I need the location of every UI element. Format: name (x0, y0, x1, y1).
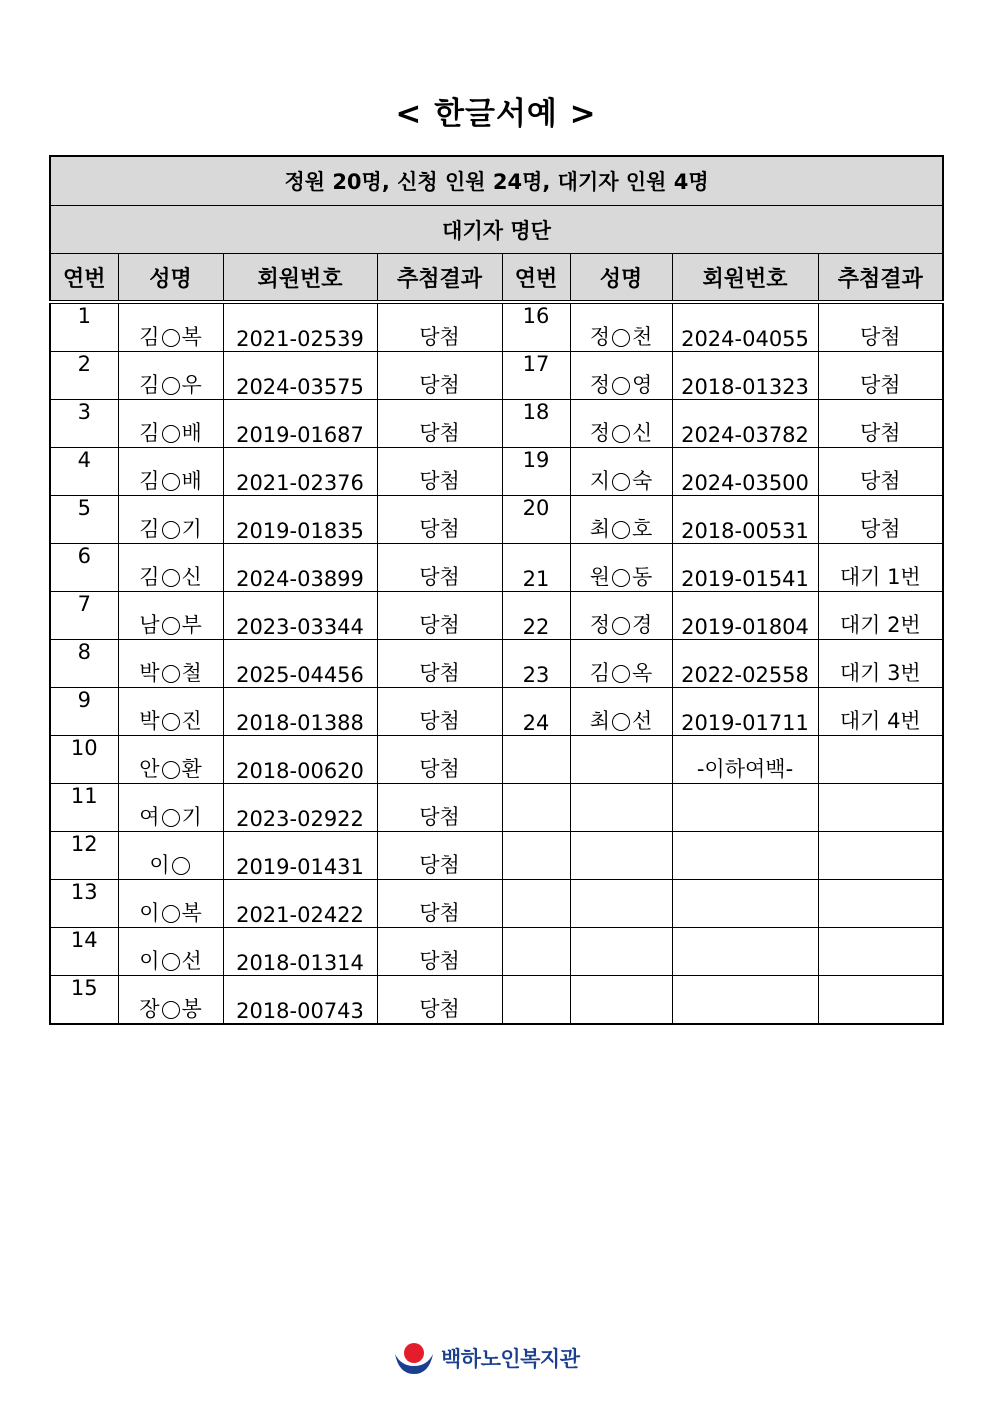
row-number: 1 (50, 302, 118, 352)
lottery-result: 당첨 (377, 302, 502, 352)
name-last-char: 부 (181, 613, 202, 637)
empty-cell (672, 784, 818, 832)
member-number: 2019-01711 (672, 688, 818, 736)
name-cell (570, 400, 672, 448)
header-member-right: 회원번호 (672, 254, 818, 303)
member-number: 2023-03344 (223, 592, 377, 640)
row-number: 19 (502, 448, 570, 496)
member-number: 2025-04456 (223, 640, 377, 688)
empty-cell (502, 976, 570, 1025)
lottery-result: 당첨 (818, 352, 943, 400)
name-cell (570, 544, 672, 592)
masked-char-circle (612, 617, 630, 635)
name-last-char: 기 (181, 517, 202, 541)
lottery-result-table (49, 155, 944, 1025)
lottery-result: 대기 4번 (818, 688, 943, 736)
masked-char-circle (162, 665, 180, 683)
masked-char-circle (612, 713, 630, 731)
header-member-left: 회원번호 (223, 254, 377, 303)
masked-char-circle (172, 857, 190, 875)
empty-cell (672, 832, 818, 880)
row-number: 2 (50, 352, 118, 400)
lottery-result: 당첨 (818, 302, 943, 352)
name-last-char: 배 (181, 421, 202, 445)
lottery-result: 당첨 (377, 592, 502, 640)
header-result-left: 추첨결과 (377, 254, 502, 303)
name-cell (118, 592, 223, 640)
name-last-char: 철 (181, 661, 202, 685)
member-number: 2021-02539 (223, 302, 377, 352)
table-row (50, 592, 943, 640)
member-number: 2024-03782 (672, 400, 818, 448)
empty-cell (570, 832, 672, 880)
name-last-char: 숙 (632, 469, 653, 493)
member-number: 2019-01687 (223, 400, 377, 448)
name-last-char: 옥 (632, 661, 653, 685)
name-last-char: 기 (181, 805, 202, 829)
empty-cell (570, 928, 672, 976)
lottery-result: 당첨 (377, 400, 502, 448)
name-cell (118, 688, 223, 736)
name-cell (118, 832, 223, 880)
name-first-char: 지 (589, 469, 610, 493)
name-last-char: 호 (632, 517, 653, 541)
member-number: 2018-00620 (223, 736, 377, 784)
member-number: 2024-03899 (223, 544, 377, 592)
name-last-char: 영 (632, 373, 653, 397)
name-cell (570, 496, 672, 544)
table-row (50, 736, 943, 784)
lottery-result: 당첨 (377, 736, 502, 784)
name-cell (118, 928, 223, 976)
empty-cell (570, 736, 672, 784)
masked-char-circle (162, 425, 180, 443)
header-no-left: 연번 (50, 254, 118, 303)
table-row (50, 928, 943, 976)
name-last-char: 봉 (181, 997, 202, 1021)
name-first-char: 박 (139, 661, 160, 685)
lottery-result: 대기 1번 (818, 544, 943, 592)
table-row (50, 688, 943, 736)
row-number: 9 (50, 688, 118, 736)
member-number: 2021-02376 (223, 448, 377, 496)
summary-text: 정원 20명, 신청 인원 24명, 대기자 인원 4명 (50, 156, 943, 206)
name-cell (570, 592, 672, 640)
member-number: 2018-01388 (223, 688, 377, 736)
name-first-char: 이 (139, 901, 160, 925)
masked-char-circle (162, 569, 180, 587)
row-number: 5 (50, 496, 118, 544)
row-number: 17 (502, 352, 570, 400)
row-number: 11 (50, 784, 118, 832)
name-cell (118, 400, 223, 448)
empty-cell (570, 880, 672, 928)
name-first-char: 김 (139, 373, 160, 397)
name-cell (118, 880, 223, 928)
name-first-char: 이 (139, 949, 160, 973)
name-cell (570, 352, 672, 400)
name-cell (118, 784, 223, 832)
name-first-char: 정 (589, 325, 610, 349)
member-number: 2021-02422 (223, 880, 377, 928)
lottery-result: 당첨 (377, 640, 502, 688)
member-number: 2018-00531 (672, 496, 818, 544)
lottery-result: 당첨 (377, 928, 502, 976)
masked-char-circle (612, 473, 630, 491)
name-first-char: 김 (139, 517, 160, 541)
row-number: 18 (502, 400, 570, 448)
name-last-char: 배 (181, 469, 202, 493)
empty-cell (502, 880, 570, 928)
name-first-char: 최 (589, 709, 610, 733)
lottery-result: 당첨 (377, 352, 502, 400)
empty-cell (818, 880, 943, 928)
name-last-char: 경 (632, 613, 653, 637)
masked-char-circle (162, 953, 180, 971)
name-cell (118, 976, 223, 1025)
table-row (50, 640, 943, 688)
name-cell (570, 640, 672, 688)
name-cell (118, 302, 223, 352)
empty-cell (818, 832, 943, 880)
masked-char-circle (162, 809, 180, 827)
empty-cell (818, 784, 943, 832)
lottery-result: 당첨 (818, 496, 943, 544)
name-cell (118, 448, 223, 496)
name-cell (570, 688, 672, 736)
table-row (50, 784, 943, 832)
summary-row (50, 156, 943, 206)
row-number: 12 (50, 832, 118, 880)
masked-char-circle (162, 617, 180, 635)
name-first-char: 정 (589, 373, 610, 397)
name-first-char: 최 (589, 517, 610, 541)
logo-emblem-icon (393, 1340, 435, 1376)
name-first-char: 장 (139, 997, 160, 1021)
row-number: 4 (50, 448, 118, 496)
empty-cell (818, 736, 943, 784)
name-last-char: 신 (181, 565, 202, 589)
lottery-result: 당첨 (377, 880, 502, 928)
member-number: 2018-01323 (672, 352, 818, 400)
empty-cell (502, 832, 570, 880)
row-number: 22 (502, 592, 570, 640)
name-cell (118, 544, 223, 592)
name-cell (570, 448, 672, 496)
header-name-left: 성명 (118, 254, 223, 303)
name-last-char: 신 (632, 421, 653, 445)
name-first-char: 박 (139, 709, 160, 733)
name-last-char: 진 (181, 709, 202, 733)
empty-cell (818, 976, 943, 1025)
masked-char-circle (162, 329, 180, 347)
name-first-char: 김 (139, 469, 160, 493)
name-first-char: 원 (589, 565, 610, 589)
name-first-char: 안 (139, 757, 160, 781)
name-last-char: 선 (632, 709, 653, 733)
name-cell (118, 640, 223, 688)
row-number: 23 (502, 640, 570, 688)
lottery-result: 당첨 (377, 832, 502, 880)
lottery-result: 당첨 (377, 688, 502, 736)
member-number: 2019-01804 (672, 592, 818, 640)
name-first-char: 김 (139, 421, 160, 445)
name-last-char: 복 (181, 325, 202, 349)
masked-char-circle (162, 905, 180, 923)
name-first-char: 김 (139, 565, 160, 589)
masked-char-circle (612, 425, 630, 443)
header-name-right: 성명 (570, 254, 672, 303)
masked-char-circle (162, 713, 180, 731)
row-number: 7 (50, 592, 118, 640)
masked-char-circle (612, 377, 630, 395)
empty-cell (502, 784, 570, 832)
row-number: 15 (50, 976, 118, 1025)
empty-cell (570, 976, 672, 1025)
header-no-right: 연번 (502, 254, 570, 303)
table-row (50, 976, 943, 1025)
row-number: 21 (502, 544, 570, 592)
masked-char-circle (162, 473, 180, 491)
empty-cell (818, 928, 943, 976)
empty-cell (672, 928, 818, 976)
member-number: 2019-01835 (223, 496, 377, 544)
masked-char-circle (612, 329, 630, 347)
lottery-result: 당첨 (377, 976, 502, 1025)
table-row (50, 544, 943, 592)
member-number: 2024-04055 (672, 302, 818, 352)
name-cell (570, 302, 672, 352)
name-first-char: 김 (139, 325, 160, 349)
list-title: 대기자 명단 (50, 206, 943, 254)
masked-char-circle (162, 377, 180, 395)
member-number: 2019-01541 (672, 544, 818, 592)
lottery-result: 당첨 (377, 784, 502, 832)
name-first-char: 정 (589, 613, 610, 637)
name-cell (118, 736, 223, 784)
member-number: 2023-02922 (223, 784, 377, 832)
organization-logo (393, 1340, 580, 1376)
lottery-result: 당첨 (818, 448, 943, 496)
row-number: 14 (50, 928, 118, 976)
row-number: 20 (502, 496, 570, 544)
name-last-char: 천 (632, 325, 653, 349)
masked-char-circle (612, 521, 630, 539)
row-number: 8 (50, 640, 118, 688)
empty-cell (672, 880, 818, 928)
lottery-result: 당첨 (377, 496, 502, 544)
empty-cell (672, 976, 818, 1025)
name-last-char: 선 (181, 949, 202, 973)
name-first-char: 김 (589, 661, 610, 685)
table-row (50, 496, 943, 544)
lottery-result: 대기 3번 (818, 640, 943, 688)
table-row (50, 400, 943, 448)
masked-char-circle (162, 761, 180, 779)
row-number: 10 (50, 736, 118, 784)
table-row (50, 352, 943, 400)
member-number: 2024-03500 (672, 448, 818, 496)
masked-char-circle (612, 665, 630, 683)
column-header-row (50, 254, 943, 303)
table-row (50, 448, 943, 496)
lottery-result: 당첨 (377, 544, 502, 592)
name-last-char: 복 (181, 901, 202, 925)
member-number: 2024-03575 (223, 352, 377, 400)
name-last-char: 동 (632, 565, 653, 589)
page-title: < 한글서예 > (395, 96, 597, 132)
name-last-char: 환 (181, 757, 202, 781)
row-number: 24 (502, 688, 570, 736)
empty-cell (502, 928, 570, 976)
name-first-char: 여 (139, 805, 160, 829)
empty-cell (502, 736, 570, 784)
table-row (50, 302, 943, 352)
masked-char-circle (162, 521, 180, 539)
masked-char-circle (612, 569, 630, 587)
masked-char-circle (162, 1001, 180, 1019)
end-of-list-marker: -이하여백- (672, 736, 818, 784)
name-cell (118, 352, 223, 400)
name-first-char: 정 (589, 421, 610, 445)
list-title-row (50, 206, 943, 254)
name-first-char: 이 (149, 853, 170, 877)
table-row (50, 832, 943, 880)
row-number: 6 (50, 544, 118, 592)
row-number: 16 (502, 302, 570, 352)
header-result-right: 추첨결과 (818, 254, 943, 303)
member-number: 2018-01314 (223, 928, 377, 976)
row-number: 3 (50, 400, 118, 448)
lottery-result: 당첨 (377, 448, 502, 496)
name-first-char: 남 (139, 613, 160, 637)
row-number: 13 (50, 880, 118, 928)
logo-text: 백하노인복지관 (441, 1347, 580, 1371)
lottery-result: 당첨 (818, 400, 943, 448)
member-number: 2019-01431 (223, 832, 377, 880)
table-row (50, 880, 943, 928)
member-number: 2022-02558 (672, 640, 818, 688)
empty-cell (570, 784, 672, 832)
member-number: 2018-00743 (223, 976, 377, 1025)
name-cell (118, 496, 223, 544)
lottery-result: 대기 2번 (818, 592, 943, 640)
name-last-char: 우 (181, 373, 202, 397)
